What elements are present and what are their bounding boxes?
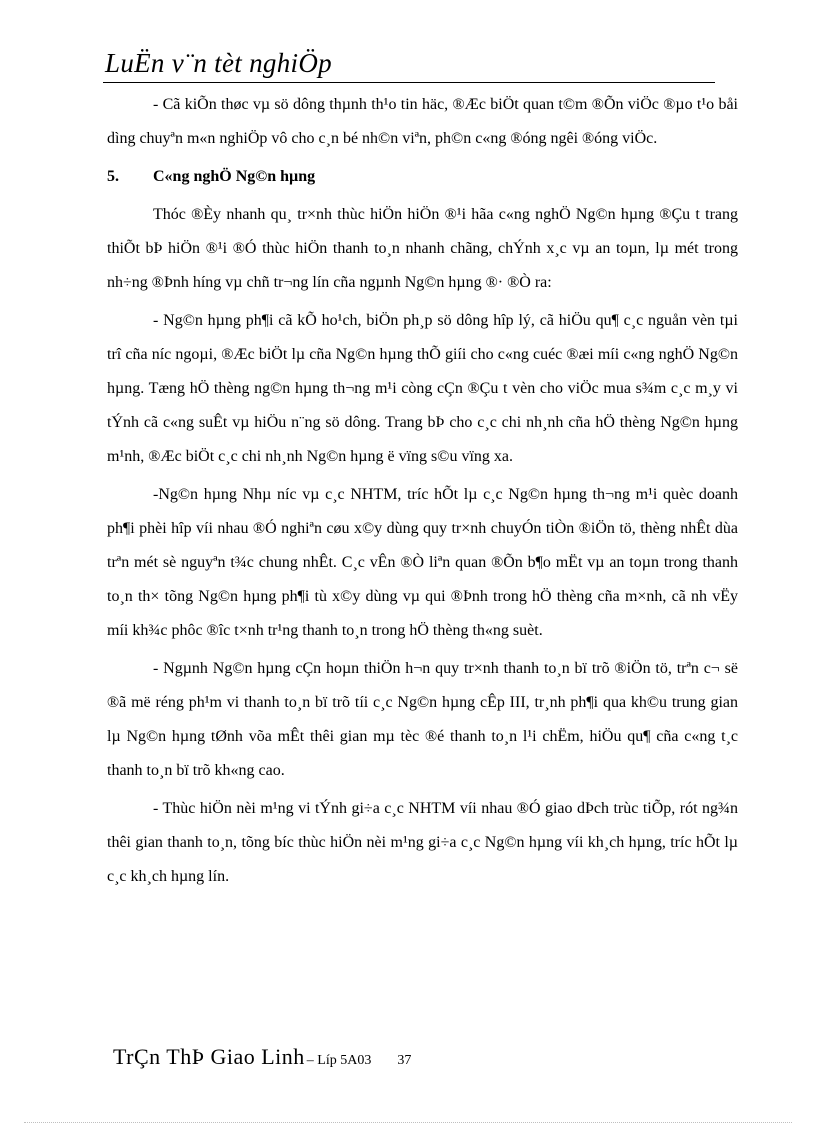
document-title: LuËn v¨n tèt nghiÖp [105,48,332,78]
paragraph-3: Thóc ®Èy nhanh qu¸ tr×nh thùc hiÖn hiÖn ®¹i hãa c«ng nghÖ Ng©n hµng ®Çu t trang thiÕt bÞ hiÖn ®¹i ®Ó thùc hiÖn thanh to¸n nhanh chãng, chÝnh x¸c vµ an toµn, lµ mét trong nh÷ng ®Þnh híng vµ chñ tr¬ng lín cña ngµnh Ng©n hµng ®· ®Ò ra: [107,206,738,291]
page-header [103,46,715,83]
section-number: 5. [107,168,119,185]
document-body [107,88,738,894]
page-footer [113,1044,411,1070]
paragraph-6: - Ngµnh Ng©n hµng cÇn hoµn thiÖn h¬n quy tr×nh thanh to¸n bï trõ ®iÖn tö, trªn c¬ së ®ã më réng ph¹m vi thanh to¸n bï trõ tíi c¸c Ng©n hµng cÊp III, tr¸nh ph¶i qua kh©u trung gian lµ Ng©n hµng tØnh võa mÊt thêi gian mµ tèc ®é thanh to¸n l¹i chËm, hiÖu qu¶ cña c«ng t¸c thanh to¸n bï trõ kh«ng cao. [107,660,738,779]
footer-author: TrÇn ThÞ Giao Linh [113,1044,305,1069]
section-title: C«ng nghÖ Ng©n hµng [153,168,316,185]
paragraph-7: - Thùc hiÖn nèi m¹ng vi tÝnh gi÷a c¸c NHTM víi nhau ®Ó giao dÞch trùc tiÕp, rót ng¾n thêi gian thanh to¸n, tõng bíc thùc hiÖn nèi m¹ng gi÷a c¸c Ng©n hµng víi kh¸ch hµng, tríc hÕt lµ c¸c kh¸ch hµng lín. [107,800,738,885]
paragraph-5: -Ng©n hµng Nhµ níc vµ c¸c NHTM, tríc hÕt lµ c¸c Ng©n hµng th¬ng m¹i quèc doanh ph¶i phèi hîp víi nhau ®Ó nghiªn cøu x©y dùng quy tr×nh chuyÓn tiÒn ®iÖn tö, thèng nhÊt dùa trªn mét sè nguyªn t¾c chung nhÊt. C¸c vÊn ®Ò liªn quan ®Õn b¶o mËt vµ an toµn trong thanh to¸n th× tõng Ng©n hµng ph¶i tù x©y dùng vµ qui ®Þnh trong hÖ thèng cña m×nh, cã nh vËy míi kh¾c phôc ®îc t×nh tr¹ng thanh to¸n trong hÖ thèng th«ng suèt. [107,486,738,639]
paragraph-1: - Cã kiÕn thøc vµ sö dông thµnh th¹o tin häc, ®Æc biÖt quan t©m ®Õn viÖc ®µo t¹o båi dìng chuyªn m«n nghiÖp vô cho c¸n bé nh©n viªn, ph©n c«ng ®óng ngêi ®óng viÖc. [107,96,738,147]
paragraph-4: - Ng©n hµng ph¶i cã kÕ ho¹ch, biÖn ph¸p sö dông hîp lý, cã hiÖu qu¶ c¸c nguån vèn tµi trî cña níc ngoµi, ®Æc biÖt lµ cña Ng©n hµng thÕ giíi cho c«ng cuéc ®æi míi c«ng nghÖ Ng©n hµng. Tæng hÖ thèng ng©n hµng th¬ng m¹i còng cÇn ®Çu t vèn cho viÖc mua s¾m c¸c m¸y vi tÝnh cã c«ng suÊt vµ hiÖu n¨ng sö dông. Trang bÞ cho c¸c chi nh¸nh cña hÖ thèng Ng©n hµng m¹nh, ®Æc biÖt c¸c chi nh¸nh Ng©n hµng ë vïng s©u vïng xa. [107,312,738,465]
page-number: 37 [397,1053,412,1068]
footer-class: – Líp 5A03 [306,1053,372,1068]
section-heading [107,160,738,194]
